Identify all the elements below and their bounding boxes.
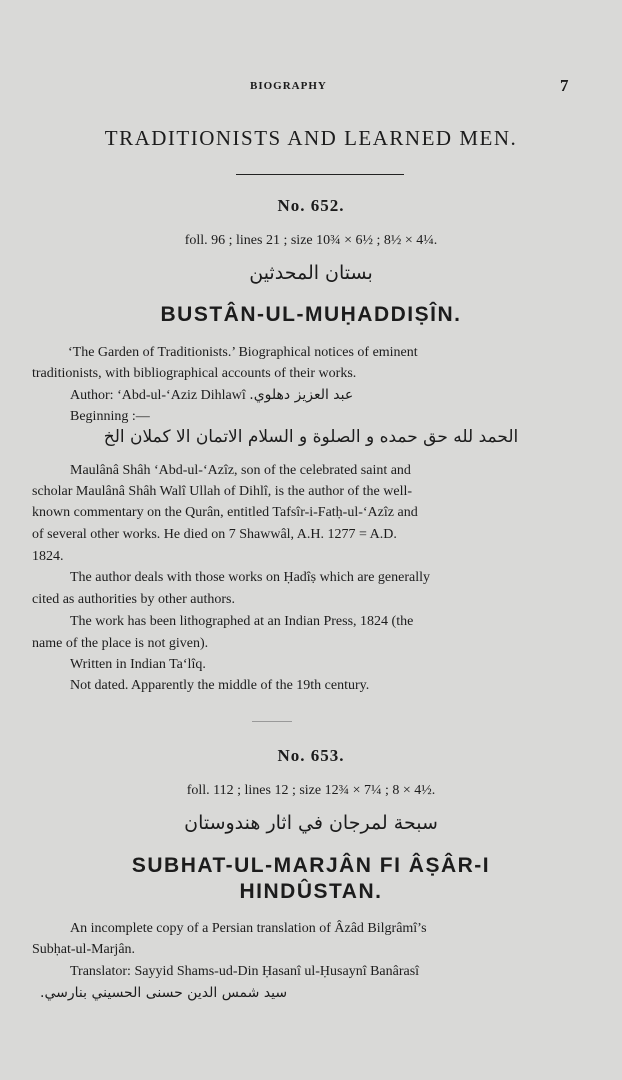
note-line: The author deals with those works on Ḥadîṣ which are generally — [70, 570, 431, 585]
note-line: cited as authorities by other authors. — [32, 592, 235, 607]
translator-arabic: سيد شمس الدين حسنى الحسيني بنارسي. — [40, 985, 288, 1001]
entry-number: No. 652. — [277, 196, 345, 215]
bio-line: known commentary on the Qurân, entitled Tafsîr-i-Fatḥ-ul-‘Azîz and — [32, 505, 418, 520]
beginning-label: Beginning :— — [70, 409, 150, 424]
description-line: traditionists, with bibliographical accounts of their works. — [32, 366, 357, 381]
entry-title: BUSTÂN-UL-MUḤADDIṢÎN. — [160, 303, 462, 326]
bio-line: 1824. — [32, 549, 64, 564]
translator-line — [70, 964, 419, 980]
entry-title: HINDÛSTAN. — [239, 880, 383, 903]
entry-number: No. 653. — [277, 746, 345, 765]
description-line: ‘The Garden of Traditionists.’ Biographical notices of eminent — [68, 345, 418, 360]
author-arabic: عبد العزيز دهلوي. — [249, 387, 354, 403]
description-line: Subḥat-ul-Marjân. — [32, 942, 136, 957]
author-name: ‘Abd-ul-‘Aziz Dihlawî — [117, 388, 246, 403]
entry-title: SUBHAT-UL-MARJÂN FI ÂṢÂR-I — [131, 854, 491, 877]
bio-line: of several other works. He died on 7 Shawwâl, A.H. 1277 = A.D. — [32, 527, 397, 542]
bio-line: Maulânâ Shâh ‘Abd-ul-‘Azîz, son of the celebrated saint and — [70, 463, 411, 478]
collation: foll. 96 ; lines 21 ; size 10¾ × 6½ ; 8½ × 4¼. — [184, 233, 438, 248]
section-title: TRADITIONISTS AND LEARNED MEN. — [104, 126, 518, 150]
collation: foll. 112 ; lines 12 ; size 12¾ × 7¼ ; 8 × 4½. — [186, 783, 436, 798]
note-line: Not dated. Apparently the middle of the 19th century. — [70, 678, 370, 693]
author-line — [70, 387, 353, 404]
translator-name: Sayyid Shams-ud-Din Ḥasanî ul-Ḥusaynî Banârasî — [134, 964, 420, 979]
arabic-title: بستان المحدثين — [249, 262, 373, 284]
title-rule — [236, 174, 404, 175]
entry-divider — [252, 721, 292, 722]
author-label: Author: — [70, 388, 114, 403]
note-line: Written in Indian Ta‘lîq. — [70, 657, 206, 672]
page-number: 7 — [560, 76, 569, 95]
note-line: The work has been lithographed at an Indian Press, 1824 (the — [70, 614, 414, 629]
arabic-title: سبحة لمرجان في اثار هندوستان — [184, 812, 438, 834]
running-head: BIOGRAPHY — [250, 80, 327, 92]
translator-label: Translator: — [70, 964, 131, 979]
bio-line: scholar Maulânâ Shâh Walî Ullah of Dihlî, is the author of the well- — [32, 484, 413, 499]
description-line: An incomplete copy of a Persian translation of Âzâd Bilgrâmî’s — [70, 921, 427, 936]
beginning-arabic: الحمد لله حق حمده و الصلوة و السلام الاتمان الا كملان الخ — [103, 427, 519, 447]
note-line: name of the place is not given). — [32, 636, 209, 651]
